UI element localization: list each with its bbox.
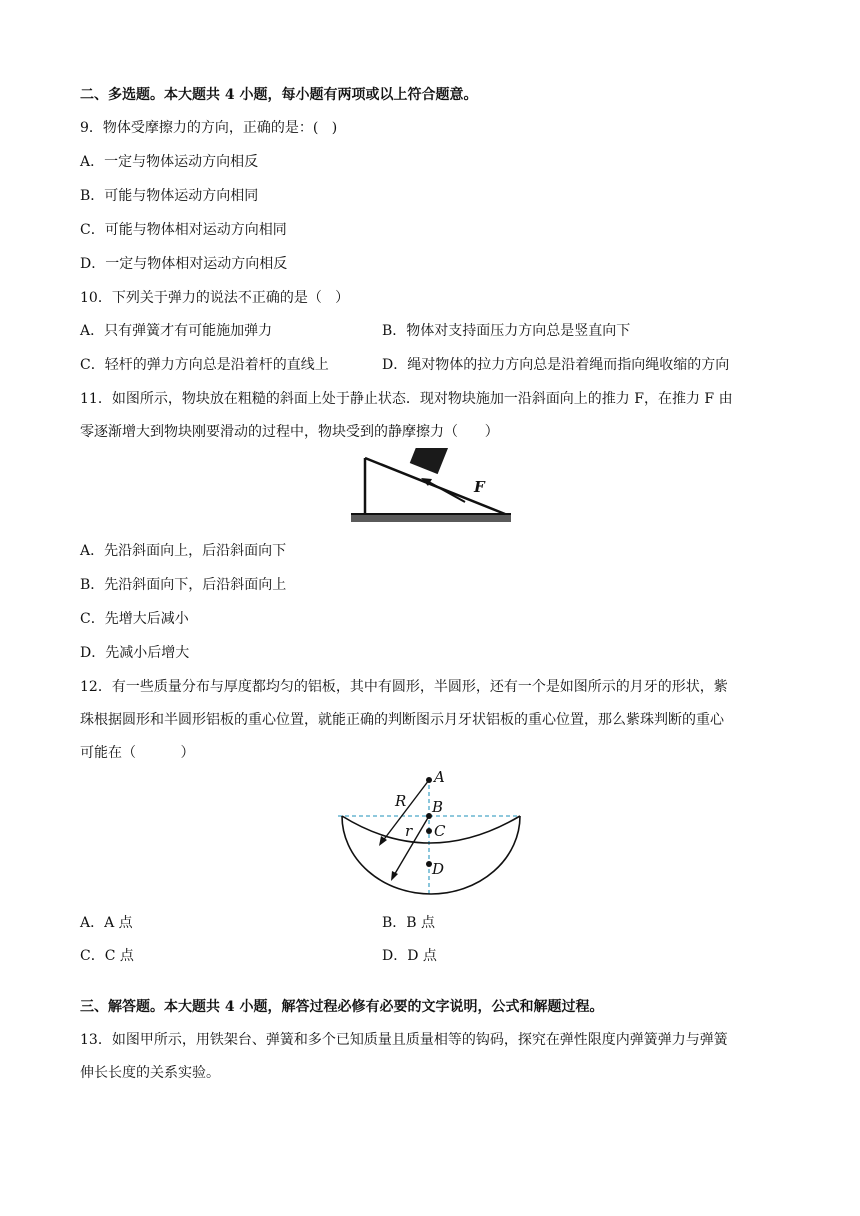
crescent-figure [335, 770, 530, 900]
question-10-stem: 10．下列关于弹力的说法不正确的是（ ） [80, 290, 350, 306]
question-10-option-a: A．只有弹簧才有可能施加弹力 [80, 323, 273, 339]
label-C: C [434, 822, 446, 840]
label-r: r [405, 822, 413, 840]
label-D: D [432, 860, 445, 878]
force-arrow [427, 481, 465, 502]
ground-surface [351, 514, 511, 522]
question-10-option-c: C．轻杆的弹力方向总是沿着杆的直线上 [80, 357, 329, 373]
question-9-option-c: C．可能与物体相对运动方向相同 [80, 222, 287, 238]
question-11-stem-line-1: 11．如图所示，物块放在粗糙的斜面上处于静止状态．现对物块施加一沿斜面向上的推力 F，在推力 F 由 [80, 391, 733, 407]
question-12-stem-line-2: 珠根据圆形和半圆形铝板的重心位置，就能正确的判断图示月牙状铝板的重心位置，那么紫珠判断的重心 [80, 712, 724, 728]
question-9-option-d: D．一定与物体相对运动方向相反 [80, 256, 288, 272]
question-11-option-b: B．先沿斜面向下，后沿斜面向上 [80, 577, 287, 593]
label-A: A [434, 770, 445, 786]
radius-r-arrowhead [391, 871, 398, 881]
point-A [426, 777, 432, 783]
question-11-stem-line-2: 零逐渐增大到物块刚要滑动的过程中，物块受到的静摩擦力（ ） [80, 424, 499, 440]
question-10-option-d: D．绳对物体的拉力方向总是沿着绳而指向绳收缩的方向 [382, 357, 730, 373]
crescent-outer-arc [342, 816, 520, 894]
question-13-stem-line-2: 伸长长度的关系实验。 [80, 1065, 220, 1081]
block [410, 448, 448, 474]
question-12-stem-line-3: 可能在（ ） [80, 745, 195, 761]
incline-block-figure [345, 448, 515, 526]
question-9-stem: 9．物体受摩擦力的方向，正确的是：( ) [80, 120, 338, 136]
question-9-option-b: B．可能与物体运动方向相同 [80, 188, 259, 204]
point-C [426, 828, 432, 834]
label-R: R [395, 792, 407, 810]
force-label: F [474, 478, 485, 496]
question-12-option-b: B．B 点 [382, 915, 436, 931]
question-11-option-d: D．先减小后增大 [80, 645, 190, 661]
question-10-option-b: B．物体对支持面压力方向总是竖直向下 [382, 323, 631, 339]
question-11-option-c: C．先增大后减小 [80, 611, 189, 627]
question-12-option-c: C．C 点 [80, 948, 134, 964]
question-9-option-a: A．一定与物体运动方向相反 [80, 154, 259, 170]
section-2-header: 二、多选题。本大题共 4 小题，每小题有两项或以上符合题意。 [80, 87, 478, 103]
question-13-stem-line-1: 13．如图甲所示，用铁架台、弹簧和多个已知质量且质量相等的钩码，探究在弹性限度内弹簧弹力与弹簧 [80, 1032, 728, 1048]
question-11-option-a: A．先沿斜面向上，后沿斜面向下 [80, 543, 287, 559]
label-B: B [432, 798, 444, 816]
question-12-option-d: D．D 点 [382, 948, 437, 964]
question-12-option-a: A．A 点 [80, 915, 133, 931]
section-3-header: 三、解答题。本大题共 4 小题，解答过程必修有必要的文字说明，公式和解题过程。 [80, 999, 604, 1015]
question-12-stem-line-1: 12．有一些质量分布与厚度都均匀的铝板，其中有圆形，半圆形，还有一个是如图所示的月牙的形状，紫 [80, 679, 728, 695]
